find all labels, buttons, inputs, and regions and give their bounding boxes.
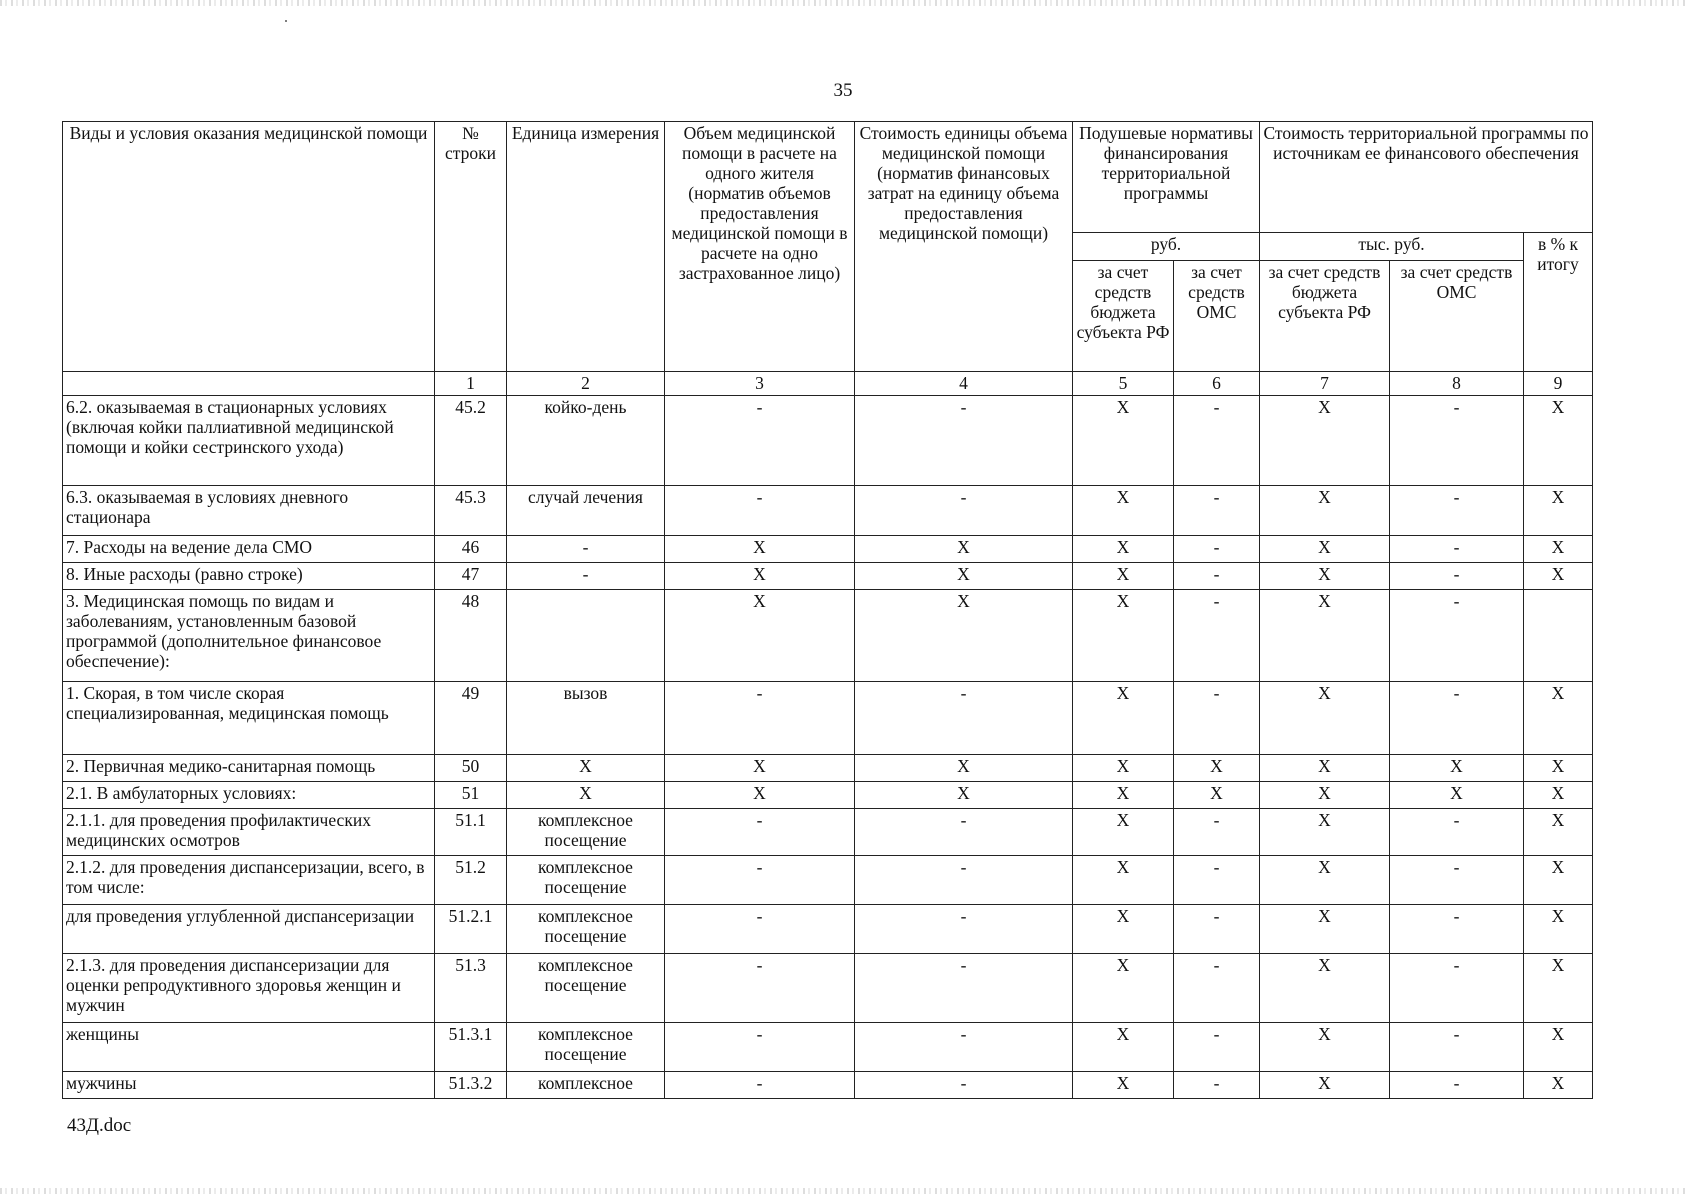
column-number: 6 [1174, 372, 1260, 396]
table-cell: X [1260, 1072, 1390, 1099]
header-oms: за счет средств ОМС [1174, 261, 1260, 372]
column-number: 4 [855, 372, 1073, 396]
table-cell: X [1260, 536, 1390, 563]
header-cost-group: Стоимость территориальной программы по источникам ее финансового обеспечения [1260, 122, 1593, 233]
table-row [63, 396, 1593, 486]
table-cell: 46 [435, 536, 507, 563]
table-cell: X [855, 536, 1073, 563]
table-cell: X [1260, 1023, 1390, 1072]
page-number: 35 [833, 80, 853, 101]
header-rub: руб. [1073, 233, 1260, 261]
table-cell: 47 [435, 563, 507, 590]
table-cell: X [665, 782, 855, 809]
table-cell: комплексное посещение [507, 1023, 665, 1072]
table-cell: вызов [507, 682, 665, 755]
table-cell: случай лечения [507, 486, 665, 536]
table-cell: - [665, 486, 855, 536]
table-cell: - [855, 396, 1073, 486]
column-number [63, 372, 435, 396]
table-cell: X [665, 536, 855, 563]
column-number: 3 [665, 372, 855, 396]
table-cell: X [1073, 905, 1174, 954]
table-cell: X [1260, 782, 1390, 809]
table-cell: X [1524, 782, 1593, 809]
table-cell [507, 590, 665, 682]
table-cell: - [665, 396, 855, 486]
table-cell: - [1390, 563, 1524, 590]
row-label: 7. Расходы на ведение дела СМО [63, 536, 435, 563]
table-cell: X [1073, 954, 1174, 1023]
column-numbers-row [63, 372, 1593, 396]
table-cell: - [507, 536, 665, 563]
table-cell: X [855, 782, 1073, 809]
table-cell: - [855, 905, 1073, 954]
column-number: 2 [507, 372, 665, 396]
table-cell: X [855, 590, 1073, 682]
header-unit: Единица измерения [507, 122, 665, 372]
table-cell: 51.3.1 [435, 1023, 507, 1072]
table-cell: 51.1 [435, 809, 507, 856]
table-cell: - [665, 1072, 855, 1099]
table-cell: - [1174, 486, 1260, 536]
table-cell: - [1390, 682, 1524, 755]
table-cell: X [1390, 782, 1524, 809]
header-budget-rf-2: за счет средств бюджета субъекта РФ [1260, 261, 1390, 372]
row-label: женщины [63, 1023, 435, 1072]
row-label: 2.1.3. для проведения диспансеризации для оценки репродуктивного здоровья женщин и мужчин [63, 954, 435, 1023]
table-cell: - [665, 954, 855, 1023]
header-thous-rub: тыс. руб. [1260, 233, 1524, 261]
budget-table [62, 121, 1593, 1099]
table-cell: - [1174, 563, 1260, 590]
table-cell: - [665, 809, 855, 856]
table-cell: комплексное посещение [507, 856, 665, 905]
table-cell: - [665, 905, 855, 954]
table-cell: X [665, 590, 855, 682]
table-cell: X [665, 755, 855, 782]
table-cell: койко-день [507, 396, 665, 486]
table-cell: X [1073, 755, 1174, 782]
table-row [63, 782, 1593, 809]
header-volume: Объем медицинской помощи в расчете на одного жителя (норматив объемов предоставления медицинской помощи в расчете на одно застрахованное лицо) [665, 122, 855, 372]
table-cell: - [507, 563, 665, 590]
table-cell: X [1524, 396, 1593, 486]
table-row [63, 755, 1593, 782]
table-cell: X [1260, 563, 1390, 590]
table-cell: X [1524, 905, 1593, 954]
table-cell: 51.3.2 [435, 1072, 507, 1099]
header-kinds: Виды и условия оказания медицинской помощи [63, 122, 435, 372]
table-cell: 45.3 [435, 486, 507, 536]
table-cell: X [1524, 563, 1593, 590]
table-cell: X [1260, 755, 1390, 782]
table-row [63, 590, 1593, 682]
table-cell: - [1174, 954, 1260, 1023]
table-row [63, 682, 1593, 755]
table-cell: X [1260, 809, 1390, 856]
table-cell: X [1524, 1072, 1593, 1099]
header-oms-2: за счет средств ОМС [1390, 261, 1524, 372]
table-cell: X [1524, 954, 1593, 1023]
table-row [63, 486, 1593, 536]
table-cell: X [1073, 1023, 1174, 1072]
header-budget-rf: за счет средств бюджета субъекта РФ [1073, 261, 1174, 372]
table-cell: комплексное посещение [507, 954, 665, 1023]
table-cell: 51.3 [435, 954, 507, 1023]
table-cell: X [1260, 396, 1390, 486]
table-cell: - [855, 1072, 1073, 1099]
table-cell: - [665, 856, 855, 905]
row-label: 2.1.1. для проведения профилактических медицинских осмотров [63, 809, 435, 856]
table-cell: X [1524, 755, 1593, 782]
table-cell: X [1174, 755, 1260, 782]
table-cell: X [507, 782, 665, 809]
row-label: 1. Скорая, в том числе скорая специализированная, медицинская помощь [63, 682, 435, 755]
table-row [63, 905, 1593, 954]
table-cell: X [855, 755, 1073, 782]
table-cell: X [1260, 954, 1390, 1023]
table-cell: - [855, 954, 1073, 1023]
table-cell: X [1260, 682, 1390, 755]
table-cell: 51 [435, 782, 507, 809]
table-row [63, 536, 1593, 563]
table-cell: X [1174, 782, 1260, 809]
table-cell: - [1390, 486, 1524, 536]
table-row [63, 563, 1593, 590]
table-cell: - [1174, 682, 1260, 755]
table-cell: X [1073, 782, 1174, 809]
table-cell: - [1390, 396, 1524, 486]
row-label: 8. Иные расходы (равно строке) [63, 563, 435, 590]
row-label: 2.1. В амбулаторных условиях: [63, 782, 435, 809]
row-label: 6.3. оказываемая в условиях дневного стационара [63, 486, 435, 536]
header-unit-cost: Стоимость единицы объема медицинской помощи (норматив финансовых затрат на единицу объема предоставления медицинской помощи) [855, 122, 1073, 372]
header-per-capita-group: Подушевые нормативы финансирования территориальной программы [1073, 122, 1260, 233]
table-row [63, 1072, 1593, 1099]
header-row-number: № строки [435, 122, 507, 372]
table-cell: 45.2 [435, 396, 507, 486]
row-label: для проведения углубленной диспансеризации [63, 905, 435, 954]
table-cell: X [507, 755, 665, 782]
table-cell: X [1524, 682, 1593, 755]
table-cell: - [855, 486, 1073, 536]
table-cell: X [1260, 905, 1390, 954]
table-cell: - [1390, 954, 1524, 1023]
table-cell: - [855, 682, 1073, 755]
file-name: 43Д.doc [67, 1115, 132, 1136]
table-cell: X [1073, 856, 1174, 905]
table-row [63, 954, 1593, 1023]
table-cell: - [1174, 856, 1260, 905]
table-cell: - [1174, 396, 1260, 486]
table-row [63, 1023, 1593, 1072]
table-cell: - [1390, 590, 1524, 682]
table-cell: комплексное посещение [507, 905, 665, 954]
table-body [63, 396, 1593, 1099]
table-cell: X [1524, 809, 1593, 856]
table-cell: 51.2.1 [435, 905, 507, 954]
table-cell: 49 [435, 682, 507, 755]
table-cell: X [1073, 396, 1174, 486]
column-number: 9 [1524, 372, 1593, 396]
table-cell: - [1390, 809, 1524, 856]
table-cell: X [1073, 563, 1174, 590]
table-cell: - [855, 809, 1073, 856]
table-cell: - [1174, 809, 1260, 856]
row-label: 6.2. оказываемая в стационарных условиях (включая койки паллиативной медицинской помощи и койки сестринского ухода) [63, 396, 435, 486]
row-label: мужчины [63, 1072, 435, 1099]
scan-edge-top [0, 0, 1686, 6]
table-cell: 51.2 [435, 856, 507, 905]
row-label: 2.1.2. для проведения диспансеризации, всего, в том числе: [63, 856, 435, 905]
table-row [63, 809, 1593, 856]
table-cell: - [1174, 590, 1260, 682]
table-cell: комплексное посещение [507, 809, 665, 856]
table-cell: X [1073, 536, 1174, 563]
table-cell: - [1390, 536, 1524, 563]
table-cell: X [855, 563, 1073, 590]
table-cell: X [1390, 755, 1524, 782]
row-label: 3. Медицинская помощь по видам и заболеваниям, установленным базовой программой (дополнительное финансовое обеспечение): [63, 590, 435, 682]
table-cell: комплексное [507, 1072, 665, 1099]
table-cell: X [1524, 486, 1593, 536]
table-cell: X [1073, 590, 1174, 682]
table-cell: - [665, 682, 855, 755]
table-cell [1524, 590, 1593, 682]
table-cell: X [1073, 486, 1174, 536]
scan-speck [285, 20, 287, 22]
table-cell: - [1390, 856, 1524, 905]
scan-edge-bottom [0, 1188, 1686, 1194]
table-row [63, 856, 1593, 905]
table-cell: - [855, 1023, 1073, 1072]
table-cell: X [1073, 809, 1174, 856]
table-cell: X [1524, 1023, 1593, 1072]
table-cell: X [1260, 590, 1390, 682]
table-cell: - [1174, 905, 1260, 954]
table-cell: 50 [435, 755, 507, 782]
column-number: 7 [1260, 372, 1390, 396]
table-cell: X [1524, 856, 1593, 905]
table-header [63, 122, 1593, 396]
table-cell: X [1073, 682, 1174, 755]
table-cell: - [1390, 1023, 1524, 1072]
table-cell: 48 [435, 590, 507, 682]
table-cell: X [665, 563, 855, 590]
table-cell: - [1174, 1072, 1260, 1099]
table-cell: - [665, 1023, 855, 1072]
column-number: 5 [1073, 372, 1174, 396]
table-cell: X [1260, 856, 1390, 905]
column-number: 1 [435, 372, 507, 396]
table-cell: X [1260, 486, 1390, 536]
table-cell: X [1524, 536, 1593, 563]
table-cell: X [1073, 1072, 1174, 1099]
table-cell: - [1390, 905, 1524, 954]
table-cell: - [1174, 1023, 1260, 1072]
column-number: 8 [1390, 372, 1524, 396]
table-cell: - [855, 856, 1073, 905]
row-label: 2. Первичная медико-санитарная помощь [63, 755, 435, 782]
header-percent: в % к итогу [1524, 233, 1593, 372]
table-cell: - [1174, 536, 1260, 563]
table-cell: - [1390, 1072, 1524, 1099]
